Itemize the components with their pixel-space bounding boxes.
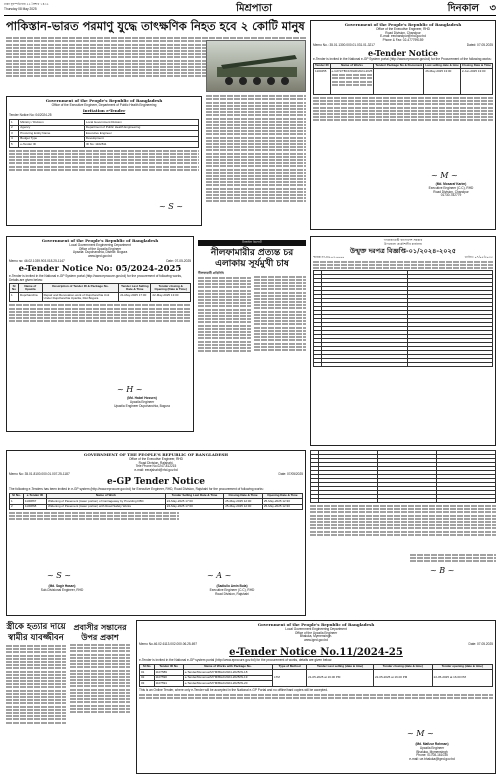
notice6-sign-title: Upazila Engineer xyxy=(419,745,445,750)
notice6-intro: e-Tender is invited in the National e-GP system portal (http://www.eprocure.gov.bd) for the procurement of works, details are given below. xyxy=(139,657,332,662)
notice5-email: e-mail: eerajshahi@rhd.gov.bd xyxy=(134,468,178,473)
notice1-memo: Tender Notice No: 04/2024-25 xyxy=(9,113,52,118)
table-row: 5 e-Tender ID ID No: 1102811 xyxy=(10,142,199,148)
notice3-memo: Memo no: 46.02.1039.903.018.25-1147 xyxy=(9,258,65,263)
notice5-memo: Memo No: 35.01.8100.000.01.007.25-1187 xyxy=(9,471,70,476)
story-kicker: টাঙ্গাইল রিপোর্ট xyxy=(198,240,306,246)
tender-notice-bhaluka xyxy=(136,620,496,774)
notice2-sign-office: Road Division, Chandpur xyxy=(433,189,469,194)
story-nilphamari xyxy=(198,240,306,450)
story-byline: নীলফামারী প্রতিনিধি xyxy=(198,270,224,275)
date-line-bn: ঢাকা বৃহস্পতিবার ২২ বৈশাখ ১৪৩২ xyxy=(4,2,49,6)
story-murder xyxy=(6,622,66,772)
bengali-notice-continued xyxy=(310,450,496,616)
notice3-sign-name: (Md. Habel Hossen) xyxy=(127,396,157,400)
story-expat xyxy=(70,622,130,772)
table-row: 01 1107589 e-Tender/Revenue/MYM/BHA/2024-2025/W-18 LTM 21-05-2025 at 16.00 PM 22-05-2025 at 16.00 PM 22-05-2025 at 16.00 PM xyxy=(140,670,493,676)
notice2-memo: Memo No.: 35.01.1300.000.01.031.01-3217 xyxy=(313,42,375,47)
notice2-date: Dated: 07.05.2025 xyxy=(466,42,493,47)
notice2-sign-block xyxy=(411,183,491,198)
notice6-office: Office of the Upazila Engineer xyxy=(294,630,338,635)
notice6-sign-name: (Md. Mafizur Rahman) xyxy=(415,742,449,746)
notice2-sign-phone: 01730-782779 xyxy=(440,193,462,198)
notice6-dept: Local Government Engineering Department xyxy=(285,626,347,631)
notice6-footer: This is an Online Tender, where only e-Tender will be accepted in the National e-GP Portal and no offline/hard copies will be accepted. xyxy=(139,687,328,692)
notice2-gov: Government of the People's Republic of Bangladesh xyxy=(344,22,462,27)
tender-notice-chandpur xyxy=(310,20,496,230)
notice5-sign2-office: Road Division, Rajshahi xyxy=(215,591,249,596)
date-line-en: Thursday 08 May 2025 xyxy=(4,7,37,11)
notice4-title: উন্মুক্ত দরপত্র বিজ্ঞপ্তি-০১/২০২৪-২০২৫ xyxy=(350,246,456,255)
notice2-phone: Phone & Fax: 02-477799159 xyxy=(382,38,424,43)
notice3-sign-title: Upazila Engineer xyxy=(129,399,155,404)
section-title: মিশ্রপাতা xyxy=(236,3,272,14)
notice3-sign-office: Upazila Engineer Dupchanchia, Bogura xyxy=(114,403,170,408)
notice2-intro: e-Tender is invited in the National e-GP System portal (http://www.eprocure.gov.bd) for the Procurement of the following works: xyxy=(313,56,492,61)
notice5-table: Sl No. e-Tender ID Name of Work Tender Selling Last Date & Time Closing Date & Time Opening Date & Time 1 1100867 Widening of Pavement (lower portion) of Carriageway by Providing DBC 22-May-2025 17:00 25-May-2025 12:00 25-May-2025 12:30 2 1100868 Widening of Pavement (lower portion) with Road Safety Works 22-May-2025 17:00 25-May-2025 12:00 25-May-2025 12:30 xyxy=(9,493,303,511)
notice5-title: e-GP Tender Notice xyxy=(107,476,205,487)
story3-headline: প্রবাসীর সন্তানের উপর প্রকাশ xyxy=(73,622,127,642)
story-headline: নীলফামারীর প্রত্যন্ত চর এলাকায় সূর্যমুখী চাষ xyxy=(210,247,294,269)
tender-notice-bengali xyxy=(310,236,496,446)
page-number: ৩ xyxy=(489,3,496,14)
table-row: 03 1107591 e-Tender/Revenue/MYM/BHA/2024-2025/W-20 xyxy=(140,681,493,687)
notice4-table xyxy=(313,270,493,367)
notice5-sign-block-2 xyxy=(177,585,287,596)
main-headline: পাকিস্তান-ভারত পরমাণু যুদ্ধে তাৎক্ষণিক নিহত হবে ২ কোটি মানুষ xyxy=(6,19,305,33)
notice6-signature: ~ M ~ xyxy=(407,729,434,738)
notice1-signature: ~ S ~ xyxy=(159,202,183,211)
notice5-sign2-title: Executive Engineer (C.C), RHD xyxy=(209,587,255,592)
notice2-division: Road Division, Chandpur xyxy=(385,30,421,35)
notice6-title: e-Tender Notice No.11/2024-25 xyxy=(229,646,403,658)
tender-notice-dupchanchia xyxy=(6,236,194,432)
table-row: 2 1100868 Widening of Pavement (lower portion) with Road Safety Works 22-May-2025 17:00 25-May-2025 12:00 25-May-2025 12:30 xyxy=(10,504,303,510)
tender-notice-rajshahi xyxy=(6,450,306,616)
table-row: 1100255 e-GP/1/TBCF/RHD/2024-2025 26-May-2025 13:00 2-Jun-2025 13:00 xyxy=(314,69,493,95)
notice1-title: Invitation e-Tender xyxy=(82,107,126,113)
notice4-memo: স্মারক নং-৪৬.০২.০০০০ xyxy=(313,254,345,259)
notice5-signature-2: ~ A ~ xyxy=(207,571,232,580)
notice5-sign2-name: (Sadiullo Amin Bula) xyxy=(216,584,248,588)
table-row: 02 1107590 e-Tender/Revenue/MYM/BHA/2024-2025/W-19 xyxy=(140,675,493,681)
notice5-sign-block-1 xyxy=(17,585,107,593)
notice6-web: www.lged.gov.bd xyxy=(304,638,328,643)
story-text-mid xyxy=(206,94,306,234)
notice2-signature: ~ M ~ xyxy=(431,171,458,180)
notice4-office: উপজেলা প্রকৌশলীর কার্যালয় xyxy=(384,241,422,246)
story2-headline: স্ত্রীকে হত্যার দায়ে স্বামীর যাবজ্জীবন xyxy=(6,622,66,643)
notice3-table: Sl No Name of Upazila Description of Tender ID & Package No. Tender Last Selling Date & Time Tender closing & Opening (Date & Time) 1 Dupchanchia Repair and Renovation work of Dupchanchia Unit Under Dupchanchia Upazila, Dist Bogura 21-May-2025 17:00 22-May-2025 13:00 xyxy=(9,283,191,302)
notice5-gov: GOVERNMENT OF THE PEOPLE'S REPUBLIC OF BANGLADESH xyxy=(83,452,229,457)
notice6-gov: Government of the People's Republic of Bangladesh xyxy=(257,622,375,627)
missile-photo xyxy=(206,40,306,92)
notice4-signature: ~ B ~ xyxy=(430,566,455,575)
notice3-gov: Government of the People's Republic of Bangladesh xyxy=(41,238,159,243)
notice3-address: Upazila: Dupchanchia, District: Bogura xyxy=(72,250,128,255)
notice3-web: www.lged.gov.bd xyxy=(88,254,112,259)
notice5-phone: Tele Phone No.0247-812215 xyxy=(135,464,177,469)
notice5-date: Date: 07/05/2025 xyxy=(278,471,303,476)
notice5-division: Road Division, Rajshahi. xyxy=(138,460,174,465)
notice3-office: Office of the Upazila Engineer xyxy=(78,246,122,251)
notice4-header: গণপ্রজাতন্ত্রী বাংলাদেশ সরকার xyxy=(383,238,423,242)
notice6-sign-office: Bhaluka, Mymensingh xyxy=(416,749,448,754)
notice5-sign1-name: (Md. Sagir Hasan) xyxy=(48,584,76,588)
notice6-address: Bhaluka, Mymensingh. xyxy=(299,634,333,639)
notice3-date: Date: 07-05-2025 xyxy=(166,258,191,263)
notice5-signature-1: ~ S ~ xyxy=(47,571,71,580)
notice3-title: e-Tender Notice No: 05/2024-2025 xyxy=(18,263,182,274)
notice2-email: E-mail: eechandpur@rhd.gov.bd xyxy=(380,34,426,39)
notice6-table: Sl No Tender ID No Name of Works with Package No. Type of Method Tender Last selling (date & time) Tender closing (date & time) Tender opening (date & time) 01 1107589 e-Tender/Revenue/MYM/BHA/2024-2025/W-18 LTM 21-05-2025 at 16.00 PM 22-05-2025 at 16.00 PM 22-05-2025 at 16.00 PM 02 1107590 e-Tender/Revenue/MYM/BHA/2024-2025/W-19 03 1107591 e-Tender/Revenue/MYM/BHA/2024-2025/W-20 xyxy=(139,664,493,687)
notice1-gov: Government of the People's Republic of Bangladesh xyxy=(45,98,163,103)
tender-notice-dphe xyxy=(6,96,202,226)
table-row: 3 Procuring Entity Name Executive Engineer xyxy=(10,131,199,137)
paper-name: দিনকাল xyxy=(447,3,479,14)
notice4-table-continued xyxy=(310,450,496,503)
table-row: 1 1100867 Widening of Pavement (lower portion) of Carriageway by Providing DBC 22-May-2025 17:00 25-May-2025 12:00 25-May-2025 12:30 xyxy=(10,499,303,505)
notice3-signature: ~ H ~ xyxy=(117,385,143,394)
notice6-memo: Memo No.46.02.6113.002.000.06.25-697 xyxy=(139,641,198,646)
notice5-intro: The following e-Tenders has been invited in e-GP system (http://www.eprocure.gov.bd) for Executive Engineer, RHD, Road Division, Rajshahi for the procurement of following works: xyxy=(9,486,264,491)
notice1-table xyxy=(9,119,199,148)
notice3-dept: Local Government Engineering Department xyxy=(69,242,131,247)
notice6-date: Date: 07.05.2025 xyxy=(468,641,493,646)
notice4-date: তারিখ: ০৭/০৫/২০২৫ xyxy=(464,254,493,259)
notice6-phone: Phone: 01708-161035 xyxy=(416,753,448,758)
notice3-sign-block xyxy=(97,397,187,408)
notice2-title: e-Tender Notice xyxy=(367,47,439,58)
notice1-office: Office of the Executive Engineer, Department of Public Health Engineering xyxy=(51,102,157,107)
notice2-table: Tender ID Name of Works Tender/ Package No & Document Last selling date & time Closing Date & Time 1100255 e-GP/1/TBCF/RHD/2024-2025 26-May-2025 13:00 2-Jun-2025 13:00 xyxy=(313,63,493,96)
table-row: 4 Budget Type Development xyxy=(10,136,199,142)
notice2-sign-name: (Md. Mosaraf Karim) xyxy=(435,182,467,186)
notice6-sign-block xyxy=(377,743,487,762)
table-row: 1 Ministry / Division Local Government Division xyxy=(10,120,199,126)
notice5-sign1-title: Sub-Divisional Engineer, RHD xyxy=(40,587,84,592)
notice2-sign-title: Executive Engineer (C.C), RHD xyxy=(428,185,474,190)
table-row: 2 Agency Department of Public Health Engineering xyxy=(10,125,199,131)
notice6-email: e-mail: ue.bhaluka@lged.gov.bd xyxy=(409,757,455,762)
notice2-office: Office of the Executive Engineer, RHD xyxy=(376,26,430,31)
notice3-intro: e-Tender is invited in the National e-GP System portal (http://www.eprocure.gov.bd) for the procurement of following works, Details are given below: xyxy=(9,273,182,282)
notice5-office: Office of the Executive Engineer, RHD xyxy=(129,456,183,461)
table-row: 1 Dupchanchia Repair and Renovation work of Dupchanchia Unit Under Dupchanchia Upazila, Dist Bogura 21-May-2025 17:00 22-May-2025 13:00 xyxy=(10,293,191,302)
masthead xyxy=(4,2,496,16)
